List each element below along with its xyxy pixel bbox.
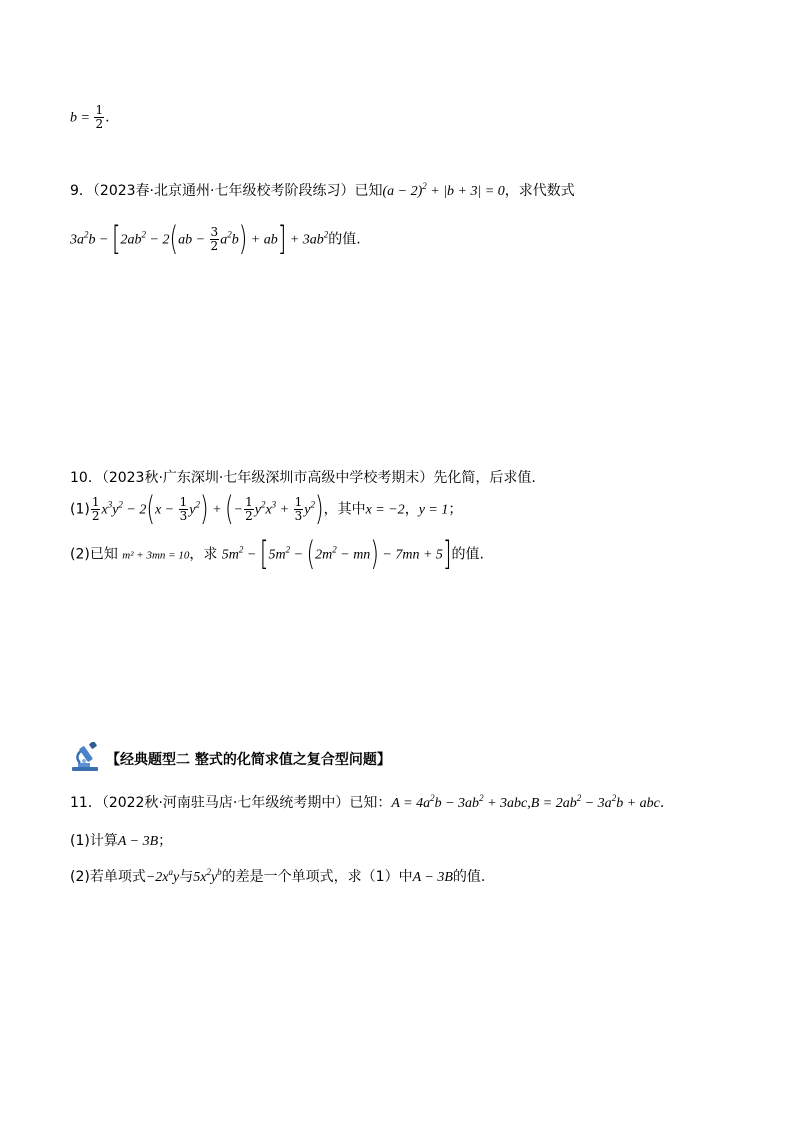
question-9-source: （2023春·北京通州·七年级校考阶段练习） bbox=[92, 183, 355, 199]
question-10-number: 10． bbox=[70, 470, 102, 486]
question-10-line-1: 10．（2023秋·广东深圳·七年级深圳市高级中学校考期末）先化简，后求值. bbox=[70, 470, 536, 486]
question-10-source: （2023秋·广东深圳·七年级深圳市高级中学校考期末） bbox=[101, 470, 434, 486]
question-11-line-1: 11．（2022秋·河南驻马店·七年级统考期中）已知：$A = 4a^2b - 3ab^2 + 3abc,B = 2ab^2 - 3a^2b$ + abc. bbox=[70, 793, 665, 811]
three-halves-fraction: $\frac{3}{2}$ bbox=[210, 225, 219, 253]
question-9-expression: $3a^2b - [2ab^2 - 2(ab$ − $\frac{3}{2}$ $a^2b) + ab] + 3ab^2$的值. bbox=[70, 220, 361, 259]
question-9-line-1: 9．（2023春·北京通州·七年级校考阶段练习）已知$(a - 2)^2 + |b + 3| = 0$，求代数式 bbox=[70, 181, 575, 199]
section-title: 【经典题型二 整式的化简求值之复合型问题】 bbox=[106, 752, 391, 768]
b-equation-lhs: b = bbox=[70, 110, 94, 126]
microscope-icon bbox=[70, 742, 106, 776]
question-11-source: （2022秋·河南驻马店·七年级统考期中） bbox=[101, 795, 350, 811]
question-10-part-2: (2)已知 m² + 3mn = 10，求 $5m^2 - [5m^2 - (2m^2 - mn) - 7mn + 5]$的值. bbox=[70, 535, 484, 574]
answer-b-line: b = $\frac{1}{2}$ . bbox=[70, 103, 110, 131]
condition-term-2: |b + 3| bbox=[443, 184, 482, 199]
question-11-part-1: (1)计算A − 3B； bbox=[70, 833, 173, 849]
section-heading bbox=[70, 742, 391, 776]
question-10-part-1: (1) $\frac{1}{2}$ $x^3y^2 - 2(x$ − $\frac{1}{3}$ $y^2$) + (− $\frac{1}{2}$ $y^2x^3$ + $\frac{1}{3}$ $y^2$)，其中x = −2，y = 1； bbox=[70, 490, 463, 529]
question-11-part-2: (2)若单项式$-2x^ay$与$5x^2y^b$的差是一个单项式，求（1）中A − 3B的值. bbox=[70, 867, 486, 885]
question-11-number: 11． bbox=[70, 795, 102, 811]
question-9-number: 9． bbox=[70, 183, 93, 199]
condition-term-1: (a − 2) bbox=[382, 184, 423, 199]
one-half-fraction: $\frac{1}{2}$ bbox=[95, 103, 104, 131]
